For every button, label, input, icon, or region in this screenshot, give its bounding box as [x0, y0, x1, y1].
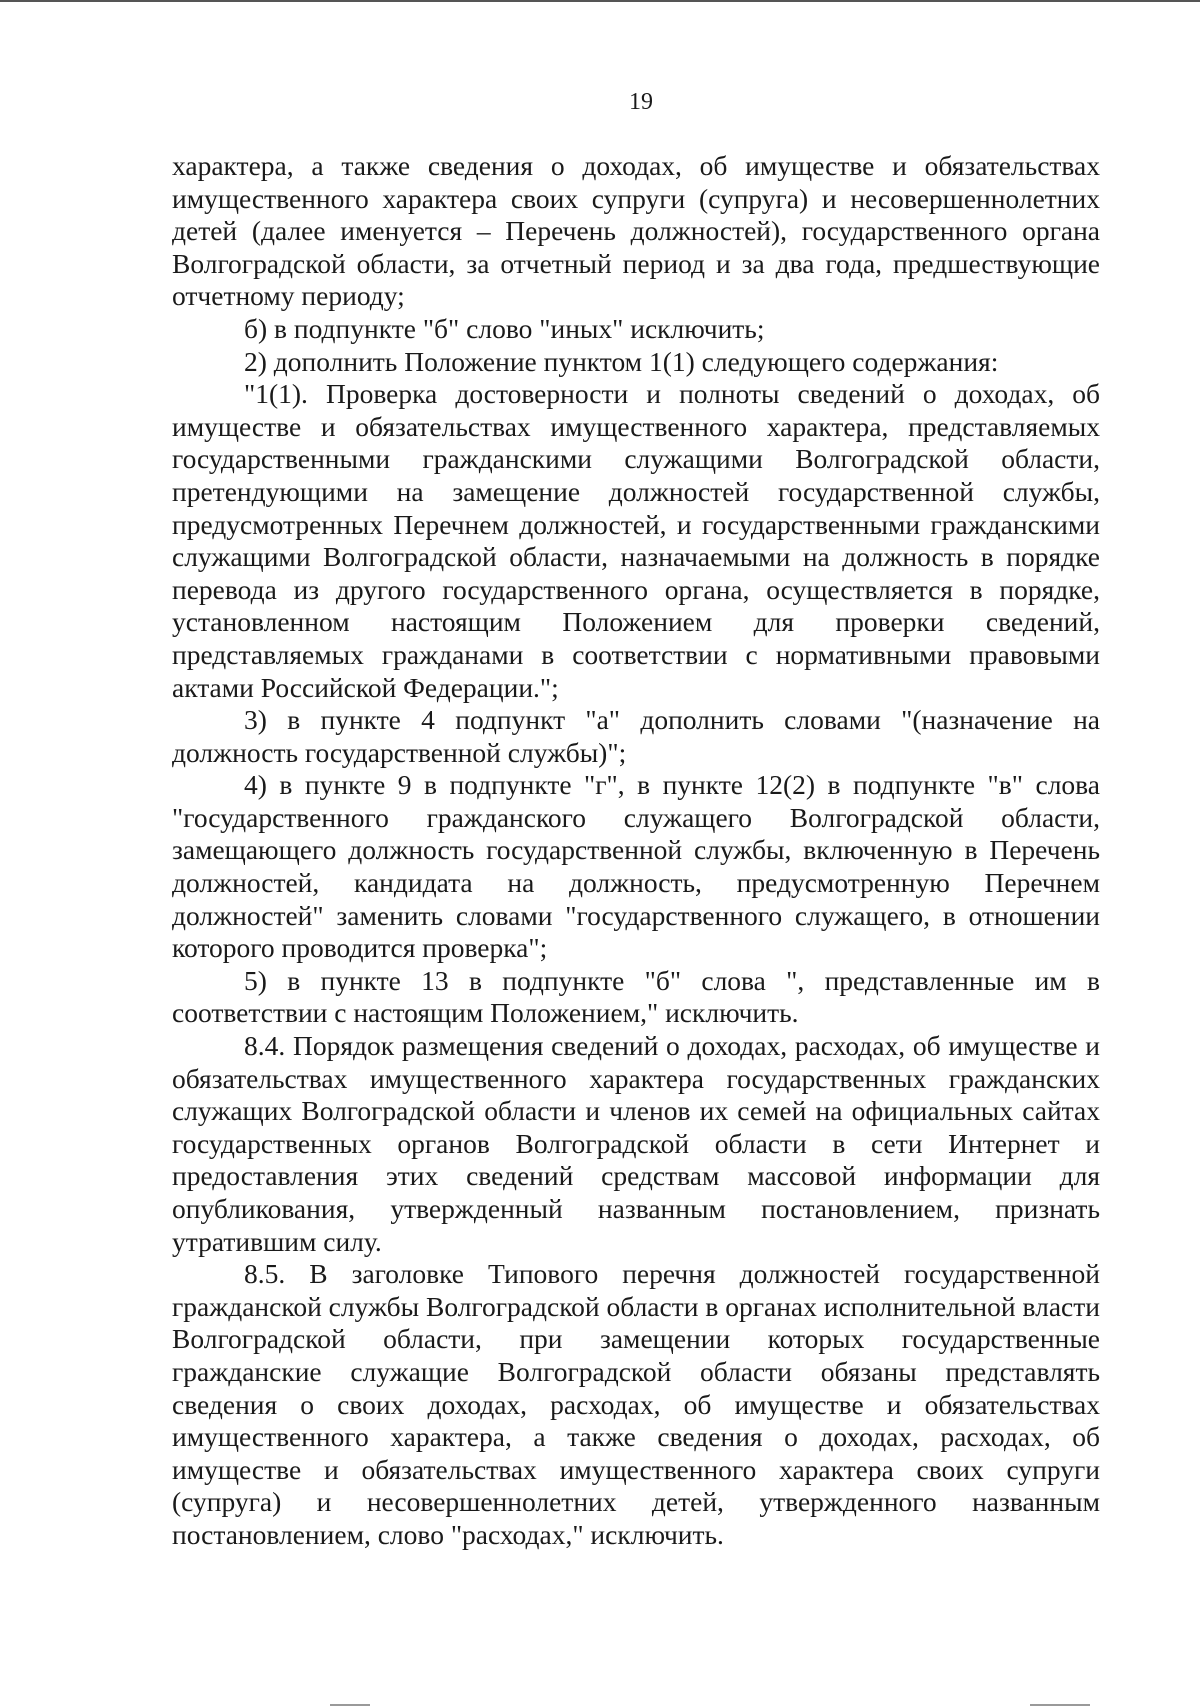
paragraph-subitem-b: б) в подпункте "б" слово "иных" исключить; — [244, 312, 765, 344]
paragraph-quoted-1-1: "1(1). Проверка достоверности и полноты сведений о доходах, об имуществе и обязательствах имущественного характера, представляемых государственными гражданскими служащими Волгоградской области, претендующими на замещение должностей государственной службы, предусмотренных Перечнем должностей, и государственными гражданскими служащими Волгоградской области, назначаемыми на должность в порядке перевода из другого государственного органа, осуществляется в порядке, установленном настоящим Положением для проверки сведений, представляемых гражданами в соответствии с нормативными правовыми актами Российской Федерации."; — [172, 378, 1100, 703]
page-number: 19 — [629, 89, 653, 115]
paragraph-section-8-5: 8.5. В заголовке Типового перечня должностей государственной гражданской службы Волгоградской области в органах исполнительной власти Волгоградской области, при замещении которых государственные гражданские служащие Волгоградской области обязаны представлять сведения о своих доходах, расходах, об имуществе и обязательствах имущественного характера, а также сведения о доходах, расходах, об имуществе и обязательствах имущественного характера своих супруги (супруга) и несовершеннолетних детей, утвержденного названным постановлением, слово "расходах," исключить. — [172, 1258, 1100, 1550]
scan-artifact — [1030, 1704, 1090, 1706]
scan-artifact — [330, 1704, 370, 1706]
paragraph-section-8-4: 8.4. Порядок размещения сведений о доходах, расходах, об имуществе и обязательствах имущественного характера государственных гражданских служащих Волгоградской области и членов их семей на официальных сайтах государственных органов Волгоградской области в сети Интернет и предоставления этих сведений средствам массовой информации для опубликования, утвержденный названным постановлением, признать утратившим силу. — [172, 1030, 1100, 1257]
scan-top-edge — [0, 0, 1200, 2]
paragraph-item-4: 4) в пункте 9 в подпункте "г", в пункте 12(2) в подпункте "в" слова "государственного гражданского служащего Волгоградской области, замещающего должность государственной службы, включенную в Перечень должностей, кандидата на должность, предусмотренную Перечнем должностей" заменить словами "государственного служащего, в отношении которого проводится проверка"; — [172, 769, 1100, 964]
body-text — [172, 150, 1100, 1552]
paragraph-item-5: 5) в пункте 13 в подпункте "б" слова ", представленные им в соответствии с настоящим Положением," исключить. — [172, 964, 1100, 1029]
paragraph-item-3: 3) в пункте 4 подпункт "а" дополнить словами "(назначение на должность государственной службы)"; — [172, 704, 1100, 768]
paragraph-item-2: 2) дополнить Положение пунктом 1(1) следующего содержания: — [244, 345, 999, 377]
paragraph-continuation: характера, а также сведения о доходах, об имуществе и обязательствах имущественного характера своих супруги (супруга) и несовершеннолетних детей (далее именуется – Перечень должностей), государственного органа Волгоградской области, за отчетный период и за два года, предшествующие отчетному периоду; — [172, 150, 1100, 312]
